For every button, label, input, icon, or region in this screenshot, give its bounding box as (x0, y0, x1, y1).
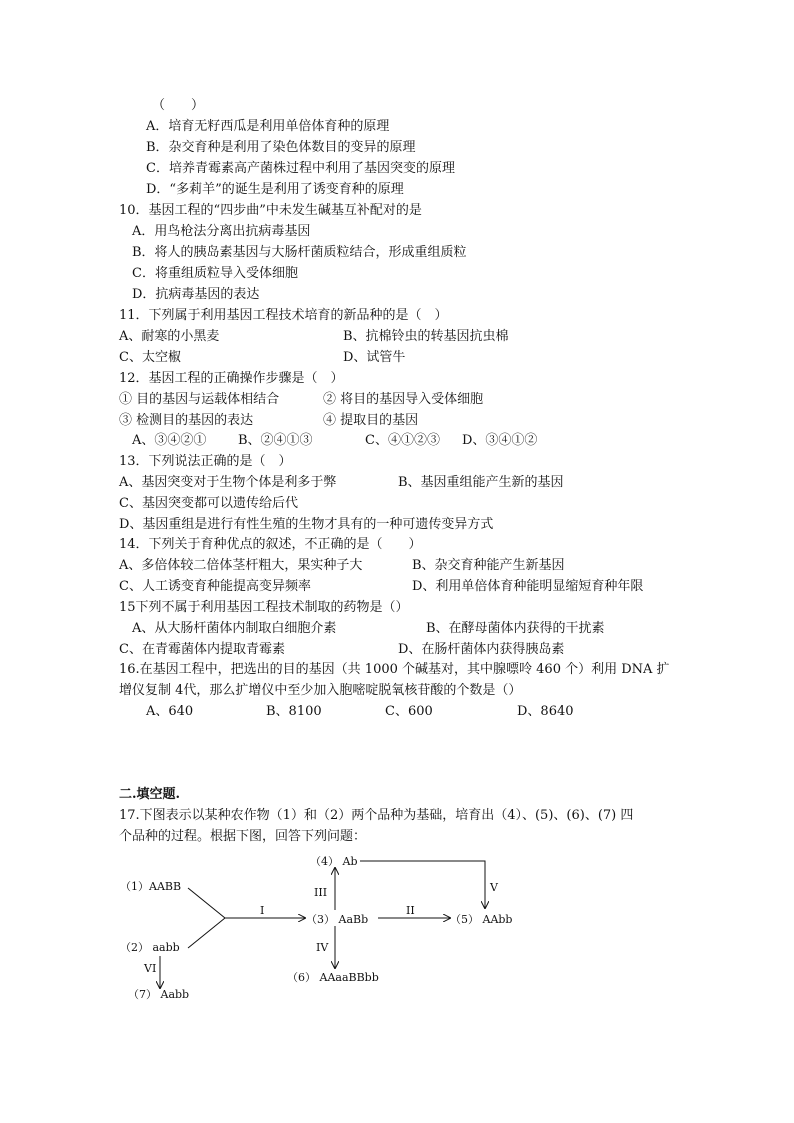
q10-option-a: A．用鸟枪法分离出抗病毒基因 (132, 224, 311, 239)
q13-option-c: C、基因突变都可以遗传给后代 (119, 496, 298, 511)
q12-step-2: ② 将目的基因导入受体细胞 (323, 392, 484, 407)
q10-stem: 10．基因工程的“四步曲”中未发生碱基互补配对的是 (119, 203, 422, 218)
q12-option-a: A、③④②① (132, 433, 207, 448)
node-4: （4） Ab (310, 855, 358, 868)
arrow-v (360, 861, 485, 908)
q9-stem: （ ） (152, 98, 205, 113)
q11-option-d: D、试管牛 (343, 350, 406, 365)
node-5: （5） AAbb (450, 913, 513, 926)
node-3: （3） AaBb (306, 913, 369, 926)
q9-option-c: C．培养青霉素高产菌株过程中利用了基因突变的原理 (146, 161, 455, 176)
label-iii: III (314, 886, 328, 899)
q14-stem: 14．下列关于育种优点的叙述，不正确的是（ ） (119, 537, 422, 552)
node-2: （2） aabb (120, 941, 180, 954)
q13-option-a: A、基因突变对于生物个体是利多于弊 (119, 475, 337, 490)
section-heading: 二.填空题. (119, 787, 181, 802)
q12-option-b: B、②④①③ (238, 433, 313, 448)
q13-option-d: D、基因重组是进行有性生殖的生物才具有的一种可遗传变异方式 (119, 517, 494, 532)
q12-step-4: ④ 提取目的基因 (323, 413, 419, 428)
q11-option-c: C、太空椒 (119, 350, 181, 365)
q9-option-d: D．“多莉羊”的诞生是利用了诱变育种的原理 (146, 182, 404, 197)
q10-option-b: B．将人的胰岛素基因与大肠杆菌质粒结合，形成重组质粒 (132, 245, 467, 260)
q15-option-a: A、从大肠杆菌体内制取白细胞介素 (132, 621, 337, 636)
q15-option-b: B、在酵母菌体内获得的干扰素 (426, 621, 605, 636)
q14-option-c: C、人工诱变育种能提高变异频率 (119, 579, 311, 594)
label-v: V (490, 881, 498, 894)
q11-option-b: B、抗棉铃虫的转基因抗虫棉 (343, 329, 509, 344)
q13-option-b: B、基因重组能产生新的基因 (398, 475, 564, 490)
q9-option-a: A．培育无籽西瓜是利用单倍体育种的原理 (146, 119, 390, 134)
q9-option-b: B．杂交育种是利用了染色体数目的变异的原理 (146, 140, 416, 155)
node-6: （6） AAaaBBbb (287, 971, 379, 984)
label-ii: II (406, 904, 415, 917)
label-iv: IV (316, 941, 329, 954)
node-1: （1）AABB (120, 880, 182, 893)
q11-stem: 11．下列属于利用基因工程技术培育的新品种的是（ ） (119, 308, 448, 323)
q17-stem-line2: 个品种的过程。根据下图，回答下列问题： (119, 829, 367, 844)
edge-1-to-cross (188, 888, 225, 918)
q15-stem: 15下列不属于利用基因工程技术制取的药物是（） (119, 600, 409, 615)
q15-option-c: C、在青霉菌体内提取青霉素 (119, 642, 285, 657)
q14-option-d: D、利用单倍体育种能明显缩短育种年限 (412, 579, 644, 594)
label-i: I (260, 904, 265, 917)
q12-step-1: ① 目的基因与运载体相结合 (119, 392, 280, 407)
q12-option-d: D、③④①② (462, 433, 538, 448)
edge-2-to-cross (188, 918, 225, 948)
q15-option-d: D、在肠杆菌体内获得胰岛素 (398, 642, 565, 657)
q16-option-c: C、600 (385, 704, 433, 719)
q14-option-a: A、多倍体较二倍体茎杆粗大，果实种子大 (119, 558, 363, 573)
node-7: （7） Aabb (128, 988, 190, 1001)
q11-option-a: A、耐寒的小黑麦 (119, 329, 220, 344)
q12-option-c: C、④①②③ (365, 433, 440, 448)
breeding-diagram (110, 848, 550, 1008)
q12-stem: 12．基因工程的正确操作步骤是（ ） (119, 371, 344, 386)
q16-option-d: D、8640 (517, 704, 574, 719)
q16-option-b: B、8100 (266, 704, 322, 719)
q10-option-d: D．抗病毒基因的表达 (132, 287, 260, 302)
q13-stem: 13．下列说法正确的是（ ） (119, 454, 292, 469)
q16-option-a: A、640 (146, 704, 194, 719)
q12-step-3: ③ 检测目的基因的表达 (119, 413, 254, 428)
q17-stem-line1: 17.下图表示以某种农作物（1）和（2）两个品种为基础，培育出（4）、(5)、(6)、(7) 四 (119, 808, 634, 823)
label-vi: VI (144, 962, 157, 975)
q16-stem-line1: 16.在基因工程中，把选出的目的基因（共 1000 个碱基对，其中腺嘌呤 460 个）利用 DNA 扩 (119, 662, 670, 677)
q10-option-c: C．将重组质粒导入受体细胞 (132, 266, 298, 281)
q16-stem-line2: 增仪复制 4代，那么扩增仪中至少加入胞嘧啶脱氧核苷酸的个数是（） (119, 683, 522, 698)
q14-option-b: B、杂交育种能产生新基因 (412, 558, 565, 573)
